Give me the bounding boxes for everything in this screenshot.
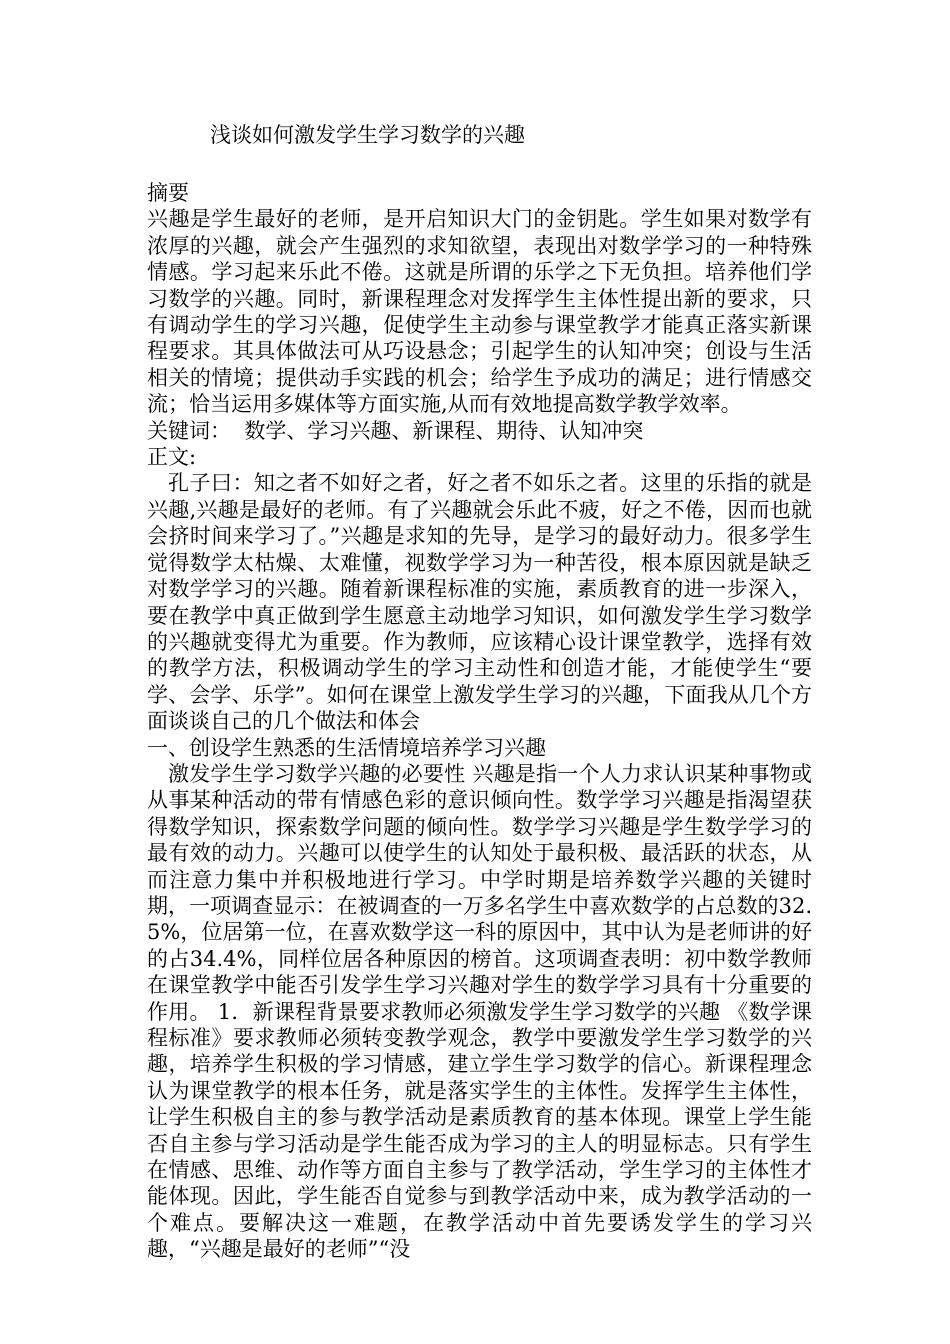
intro-paragraph: 孔子曰：知之者不如好之者，好之者不如乐之者。这里的乐指的就是兴趣,兴趣是最好的老师。有了兴趣就会乐此不疲，好之不倦，因而也就会挤时间来学习了。”兴趣是求知的先导，是学习的最好动力。很多学生觉得数学太枯燥、太难懂，视数学学习为一种苦役，根本原因就是缺乏对数学学习的兴趣。随着新课程标准的实施，素质教育的进一步深入，要在教学中真正做到学生愿意主动地学习知识，如何激发学生学习数学的兴趣就变得尤为重要。作为教师，应该精心设计课堂教学，选择有效的教学方法，积极调动学生的学习主动性和创造才能，才能使学生“要学、会学、乐学”。如何在课堂上激发学生学习的兴趣，下面我从几个方面谈谈自己的几个做法和体会	[147, 471, 812, 734]
document-page	[147, 120, 812, 1263]
section1-paragraph: 激发学生学习数学兴趣的必要性 兴趣是指一个人力求认识某种事物或从事某种活动的带有情感色彩的意识倾向性。数学学习兴趣是指渴望获得数学知识，探索数学问题的倾向性。数学学习兴趣是学生数学学习的最有效的动力。兴趣可以使学生的认知处于最积极、最活跃的状态，从而注意力集中并积极地进行学习。中学时期是培养数学兴趣的关键时期，一项调查显示：在被调查的一万多名学生中喜欢数学的占总数的32.5%，位居第一位，在喜欢数学这一科的原因中，其中认为是老师讲的好的占34.4%，同样位居各种原因的榜首。这项调查表明：初中数学教师在课堂教学中能否引发学生学习兴趣对学生的数学学习具有十分重要的作用。 1．新课程背景要求教师必须激发学生学习数学的兴趣 《数学课程标准》要求教师必须转变教学观念，教学中要激发学生学习数学的兴趣，培养学生积极的学习情感，建立学生学习数学的信心。新课程理念认为课堂教学的根本任务，就是落实学生的主体性。发挥学生主体性，让学生积极自主的参与教学活动是素质教育的基本体现。课堂上学生能否自主参与学习活动是学生能否成为学习的主人的明显标志。只有学生在情感、思维、动作等方面自主参与了教学活动，学生学习的主体性才能体现。因此，学生能否自觉参与到教学活动中来，成为教学活动的一个难点。要解决这一难题，在教学活动中首先要诱发学生的学习兴趣，“兴趣是最好的老师”“没	[147, 761, 812, 1262]
abstract-heading: 摘要	[147, 181, 189, 205]
abstract-text: 兴趣是学生最好的老师，是开启知识大门的金钥匙。学生如果对数学有浓厚的兴趣，就会产生强烈的求知欲望，表现出对数学学习的一种特殊情感。学习起来乐此不倦。这就是所谓的乐学之下无负担。培养他们学习数学的兴趣。同时，新课程理念对发挥学生主体性提出新的要求，只有调动学生的学习兴趣，促使学生主动参与课堂教学才能真正落实新课程要求。其具体做法可从巧设悬念；引起学生的认知冲突；创设与生活相关的情境；提供动手实践的机会；给学生予成功的满足；进行情感交流；恰当运用多媒体等方面实施,从而有效地提高数学教学效率。	[147, 207, 812, 417]
document-title: 浅谈如何激发学生学习数学的兴趣	[210, 123, 525, 147]
section1-heading: 一、创设学生熟悉的生活情境培养学习兴趣	[147, 735, 546, 760]
body-heading: 正文:	[147, 445, 197, 470]
keywords-line: 关键词： 数学、学习兴趣、新课程、期待、认知冲突	[147, 418, 644, 443]
